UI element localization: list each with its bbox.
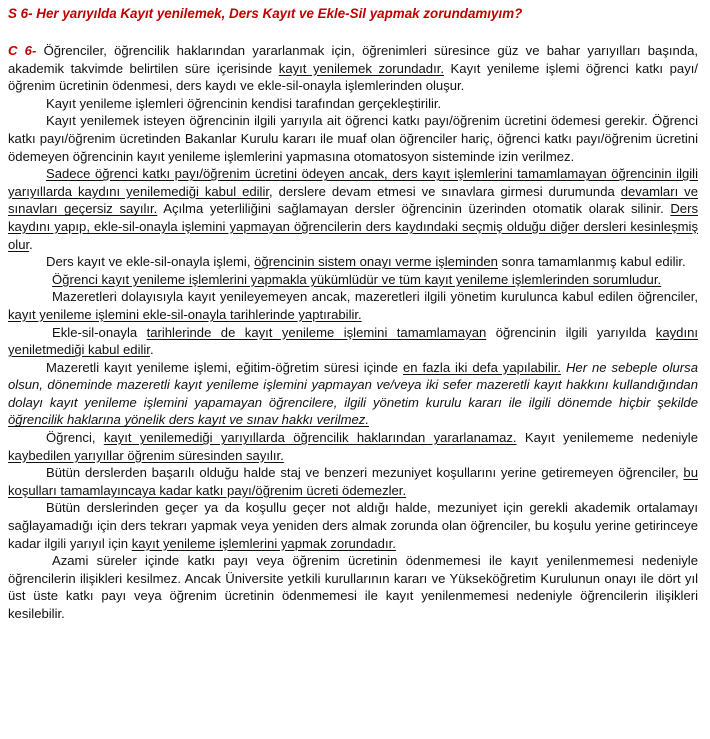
underlined-text: öğrencilik haklarına yönelik ders kayıt ve sınav hakkı verilmez. [8,412,369,428]
underlined-text: kayıt yenilemediği yarıyıllarda öğrencilik haklarından yararlanamaz. [103,430,517,446]
answer-paragraph-12 [8,499,698,552]
answer-paragraph-11 [8,464,698,499]
text: Her ne sebeple olursa olsun, döneminde mazeretli kayıt yenileme işlemini yapmayan ve/veya iki sefer mazeretli kayıt hakkını kullandığından dolayı kayıt yenileme işlemini yapamayan öğrencilere, ilgili yönetim kurulu kararı ile ilgili dönemde hiçbir şekilde [8,359,698,410]
text: sonra tamamlanmış kabul edilir. [497,254,686,270]
text: Ekle-sil-onayla [52,324,147,340]
answer-paragraph-6 [8,271,698,289]
text: öğrencinin ilgili yarıyılda [486,324,656,340]
underlined-text: Ders kaydını yapıp, ekle-sil-onayla işlemini yapmayan öğrencilerin ders kaydındaki seçmiş olduğu diğer dersleri kesinleşmiş olur [8,201,698,252]
text: Bütün derslerden başarılı olduğu halde staj ve benzeri mezuniyet koşullarını yerine getiremeyen öğrenciler, [46,465,684,481]
text: . [149,342,154,358]
underlined-text: kaybedilen yarıyıllar öğrenim süresinden sayılır. [8,447,284,463]
answer-paragraph-13: Azami süreler içinde katkı payı veya öğrenim ücretinin ödenmemesi ile kayıt yenilenmemesi nedeniyle öğrencilerin ilişikleri kesilmez. Ancak Üniversite yetkili kurullarının kararı ve Yükseköğretim Kurulunun onayı ile dört yıl üst üste katkı payı veya öğrenim ücretinin ödenmemesi ile kayıt yenilenmemesi nedeniyle öğrencilerin ilişikleri kesilebilir. [8,553,698,621]
underlined-text: Öğrenci kayıt yenileme işlemlerini yapmakla yükümlüdür ve tüm kayıt yenileme işlemlerinden sorumludur. [52,271,662,287]
text: Bütün derslerinden geçer ya da koşullu geçer not aldığı halde, mezuniyet için gerekli akademik ortalamayı sağlayamadığı için ders tekrarı yapmak veya yeniden ders almak zorunda olan öğrenciler, bu koşulu yerine getirinceye kadar ilgili yarıyıl için [8,500,698,551]
text: Öğrenci, [46,430,104,446]
text: , derslere devam etmesi ve sınavlara girmesi durumunda [269,183,621,199]
text: Kayıt yenilememe nedeniyle [516,430,698,446]
underlined-text: tarihlerinde de kayıt yenileme işlemini tamamlamayan [146,324,487,340]
underlined-text: kayıt yenilemek zorundadır. [278,60,444,76]
answer-paragraph-4 [8,165,698,253]
text: Öğrenciler, öğrencilik haklarından yararlanmak için, öğrenimleri süresince güz ve bahar yarıyılları başında, akademik takvimde belirtilen süre içerisinde [8,43,698,76]
answer-paragraph-5 [8,253,698,271]
text: Kayıt yenileme işlemi öğrenci katkı payı/öğrenim ücretinin ödenmesi, ders kaydı ve ekle-sil-onayla işlemlerinden oluşur. [8,60,699,94]
underlined-text: en fazla iki defa yapılabilir. [402,359,562,375]
underlined-text: kayıt yenileme işlemini ekle-sil-onayla tarihlerinde yaptırabilir. [8,306,362,322]
text: Ders kayıt ve ekle-sil-onayla işlemi, [46,254,255,270]
question-title: S 6- Her yarıyılda Kayıt yenilemek, Ders Kayıt ve Ekle-Sil yapmak zorundamıyım? [8,6,523,21]
faq-document [8,5,698,623]
underlined-text: Sadece öğrenci katkı payı/öğrenim ücretini ödeyen ancak, ders kayıt işlemlerini tamamlamayan öğrencinin ilgili yarıyıllarda kaydını yenilemediği kabul edilir [8,166,698,199]
underlined-text: devamları ve sınavları geçersiz sayılır. [8,183,698,217]
answer-paragraph-3: Kayıt yenilemek isteyen öğrencinin ilgili yarıyıla ait öğrenci katkı payı/öğrenim ücretini ödemesi gerekir. Öğrenci katkı payı/öğrenim ücretinden Bakanlar Kurulu kararı ile muaf olan öğrenciler hariç, öğrenci katkı payı/öğrenim ücretini ödemeyen öğrencinin kayıt yenileme işlemlerini yapmasına otomatosyon sisteminde izin verilmez. [8,113,698,164]
text: Mazeretleri dolayısıyla kayıt yenileyemeyen ancak, mazeretleri ilgili yönetim kurulunca kabul edilen öğrenciler, [52,289,698,305]
underlined-text: kaydını yeniletmediği kabul edilir [8,324,698,358]
answer-paragraph-8 [8,324,698,359]
answer-paragraph-9 [8,359,698,429]
underlined-text: öğrencinin sistem onayı verme işleminden [254,254,498,270]
answer-paragraph-1 [8,42,698,95]
answer-paragraph-2: Kayıt yenileme işlemleri öğrencinin kendisi tarafından gerçekleştirilir. [46,95,442,111]
answer-paragraph-10 [8,429,698,464]
answer-paragraph-7 [8,288,698,323]
underlined-text: bu koşulları tamamlayıncaya kadar katkı payı/öğrenim ücreti ödemezler. [8,465,698,498]
text: Açılma yeterliliğini sağlamayan dersler öğrencinin üzerinden otomatik olarak silinir. [157,201,671,217]
answer-body [8,42,698,623]
answer-label: C 6- [8,43,37,58]
text: . [29,236,33,252]
underlined-text: kayıt yenileme işlemlerini yapmak zorundadır. [131,535,396,551]
text: Mazeretli kayıt yenileme işlemi, eğitim-öğretim süresi içinde [46,359,403,375]
